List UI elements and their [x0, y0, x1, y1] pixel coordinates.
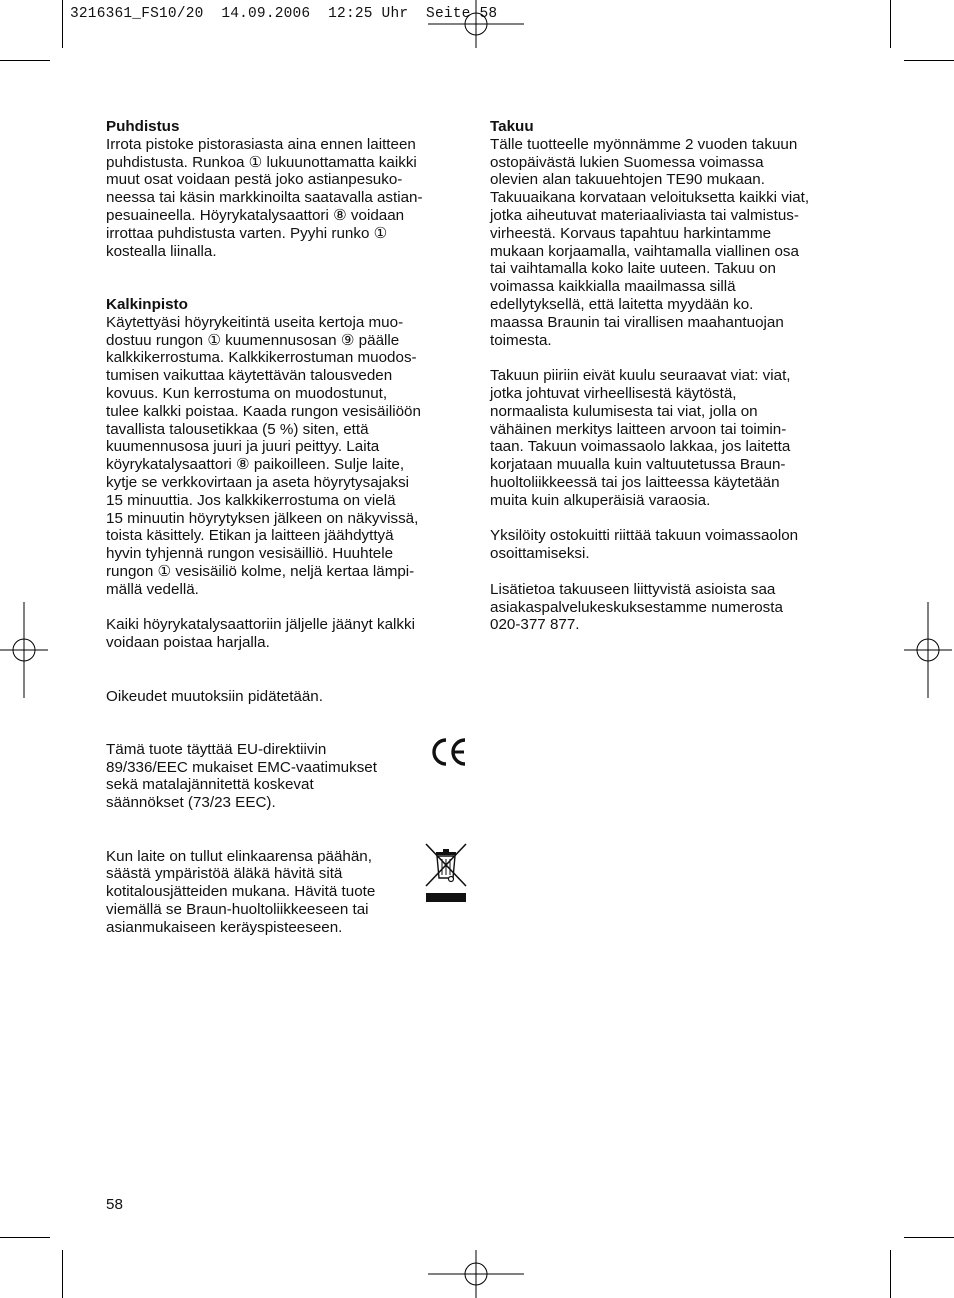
- text-line: olevien alan takuuehtojen TE90 mukaan.: [490, 171, 765, 189]
- registration-mark-icon: [0, 602, 48, 698]
- text-line: 89/336/EEC mukaiset EMC-vaatimukset: [106, 758, 377, 776]
- text-line: ostopäivästä lukien Suomessa voimassa: [490, 153, 764, 171]
- text-line: Yksilöity ostokuitti riittää takuun voimassaolon: [490, 527, 799, 545]
- ce-notice-text: [106, 741, 377, 812]
- rights-reserved-note: Oikeudet muutoksiin pidätetään.: [106, 687, 323, 705]
- text-line: 15 minuuttia. Jos kalkkikerrostuma on vielä: [106, 491, 396, 509]
- text-line: Kaiki höyrykatalysaattoriin jäljelle jäänyt kalkki: [106, 616, 415, 634]
- text-line: kotitalousjätteiden mukana. Hävitä tuote: [106, 883, 376, 901]
- text-line: Kun laite on tullut elinkaarensa päähän,: [106, 847, 372, 865]
- text-line: kovuus. Kun kerrostuma on muodostunut,: [106, 384, 388, 402]
- text-line: edellytyksellä, että laitetta myydään ko.: [490, 295, 754, 313]
- text-line: virheestä. Korvaus tapahtuu harkintamme: [490, 224, 772, 242]
- warranty-heading: Takuu: [490, 118, 534, 135]
- crop-mark: [0, 1237, 50, 1238]
- crop-mark: [890, 1250, 891, 1298]
- descaling-heading: Kalkinpisto: [106, 295, 188, 313]
- text-line: pesuaineella. Höyrykatalysaattori ⑧ voidaan: [106, 206, 405, 224]
- cleaning-text: [106, 136, 468, 261]
- text-line: normaalista kulumisesta tai viat, jolla on: [490, 402, 758, 420]
- text-line: kostealla liinalla.: [106, 242, 217, 260]
- text-line: säästä ympäristöä äläkä hävitä sitä: [106, 865, 343, 883]
- text-line: toimesta.: [490, 331, 552, 349]
- crop-mark: [0, 60, 50, 61]
- cleaning-heading: Puhdistus: [106, 118, 180, 135]
- text-line: huoltoliikkeessä tai jos laitteessa käytetään: [490, 473, 780, 491]
- crossed-out-bin-icon: [424, 842, 468, 904]
- text-line: muut osat voidaan pestä joko astianpesuko-: [106, 171, 403, 189]
- text-line: hyvin tyhjennä rungon vesisäilliö. Huuhtele: [106, 545, 394, 563]
- registration-mark-icon: [428, 0, 524, 48]
- text-line: mukaan korjaamalla, vaihtamalla viallinen osa: [490, 242, 799, 260]
- left-column: [106, 118, 468, 937]
- crop-mark: [62, 0, 63, 48]
- text-line: muita kuin alkuperäisiä varaosia.: [490, 491, 711, 509]
- text-line: viemällä se Braun-huoltoliikkeeseen tai: [106, 901, 369, 919]
- receipt-note: [490, 527, 850, 563]
- crop-mark: [904, 1237, 954, 1238]
- print-slug: 3216361_FS10/20 14.09.2006 12:25 Uhr Seite 58: [70, 6, 498, 22]
- text-line: rungon ① vesisäiliö kolme, neljä kertaa lämpi-: [106, 562, 415, 580]
- right-column: [490, 118, 850, 634]
- contact-note: [490, 581, 850, 634]
- page-number: 58: [106, 1196, 123, 1213]
- text-line: tumisen vaikuttaa käytettävän talousveden: [106, 367, 393, 385]
- text-line: toista käsittely. Etikan ja laitteen jäähdyttyä: [106, 527, 394, 545]
- text-line: asiakaspalvelukeskuksestamme numerosta: [490, 598, 783, 616]
- text-line: voidaan poistaa harjalla.: [106, 634, 270, 652]
- text-line: tai vaihtamalla koko laite uuteen. Takuu on: [490, 260, 776, 278]
- text-line: asianmukaiseen keräyspisteeseen.: [106, 918, 343, 936]
- text-line: Käytettyäsi höyrykeitintä useita kertoja muo-: [106, 313, 404, 331]
- text-line: 020-377 877.: [490, 616, 580, 634]
- descaling-brush-note: [106, 616, 468, 652]
- warranty-exclusions: [490, 367, 850, 509]
- text-line: mällä vedellä.: [106, 580, 199, 598]
- text-line: kalkkikerrostuma. Kalkkikerrostuman muodos-: [106, 349, 417, 367]
- text-line: Tämä tuote täyttää EU-direktiivin: [106, 740, 327, 758]
- text-line: jotka johtuvat virheellisestä käytöstä,: [490, 384, 737, 402]
- ce-mark-icon: [430, 735, 468, 769]
- disposal-notice-text: [106, 848, 375, 937]
- text-line: Takuun piiriin eivät kuulu seuraavat viat: viat,: [490, 367, 791, 385]
- text-line: jotka aiheutuvat materiaaliviasta tai valmistus-: [490, 206, 799, 224]
- text-line: 15 minuutin höyrytyksen jälkeen on näkyvissä,: [106, 509, 419, 527]
- text-line: Tälle tuotteelle myönnämme 2 vuoden takuun: [490, 135, 798, 153]
- crop-mark: [904, 60, 954, 61]
- text-line: irrottaa puhdistusta varten. Pyyhi runko ①: [106, 224, 388, 242]
- registration-mark-icon: [904, 602, 952, 698]
- text-line: Takuuaikana korvataan veloituksetta kaikki viat,: [490, 189, 810, 207]
- text-line: kytje se verkkovirtaan ja aseta höyrytysajaksi: [106, 473, 410, 491]
- descaling-text: [106, 314, 468, 599]
- text-line: Irrota pistoke pistorasiasta aina ennen laitteen: [106, 135, 416, 153]
- crop-mark: [890, 0, 891, 48]
- text-line: köyrykatalysaattori ⑧ paikoilleen. Sulje laite,: [106, 456, 405, 474]
- ce-notice: [106, 741, 468, 812]
- text-line: vähäinen merkitys laitteen arvoon tai toimin-: [490, 420, 787, 438]
- text-line: osoittamiseksi.: [490, 545, 590, 563]
- crop-mark: [62, 1250, 63, 1298]
- text-line: tavallista talousetikkaa (5 %) siten, että: [106, 420, 369, 438]
- text-line: kuumennusosa juuri ja juuri peittyy. Laita: [106, 438, 380, 456]
- text-line: taan. Takuun voimassaolo lakkaa, jos laitetta: [490, 438, 791, 456]
- text-line: sekä matalajännitettä koskevat: [106, 776, 314, 794]
- disposal-notice: [106, 848, 468, 937]
- warranty-text: [490, 136, 850, 350]
- text-line: voimassa kaikkialla maailmassa sillä: [490, 278, 736, 296]
- text-line: Lisätietoa takuuseen liittyvistä asioista saa: [490, 580, 776, 598]
- text-line: puhdistusta. Runkoa ① lukuunottamatta kaikki: [106, 153, 417, 171]
- text-line: dostuu rungon ① kuumennusosan ⑨ päälle: [106, 331, 400, 349]
- registration-mark-icon: [428, 1250, 524, 1298]
- text-line: tulee kalkki poistaa. Kaada rungon vesisäiliöön: [106, 402, 421, 420]
- text-line: korjataan muualla kuin valtuutetussa Braun-: [490, 456, 786, 474]
- text-line: maassa Braunin tai virallisen maahantuojan: [490, 313, 784, 331]
- text-line: säännökset (73/23 EEC).: [106, 794, 276, 812]
- text-line: neessa tai käsin markkinoilta saatavalla astian-: [106, 189, 423, 207]
